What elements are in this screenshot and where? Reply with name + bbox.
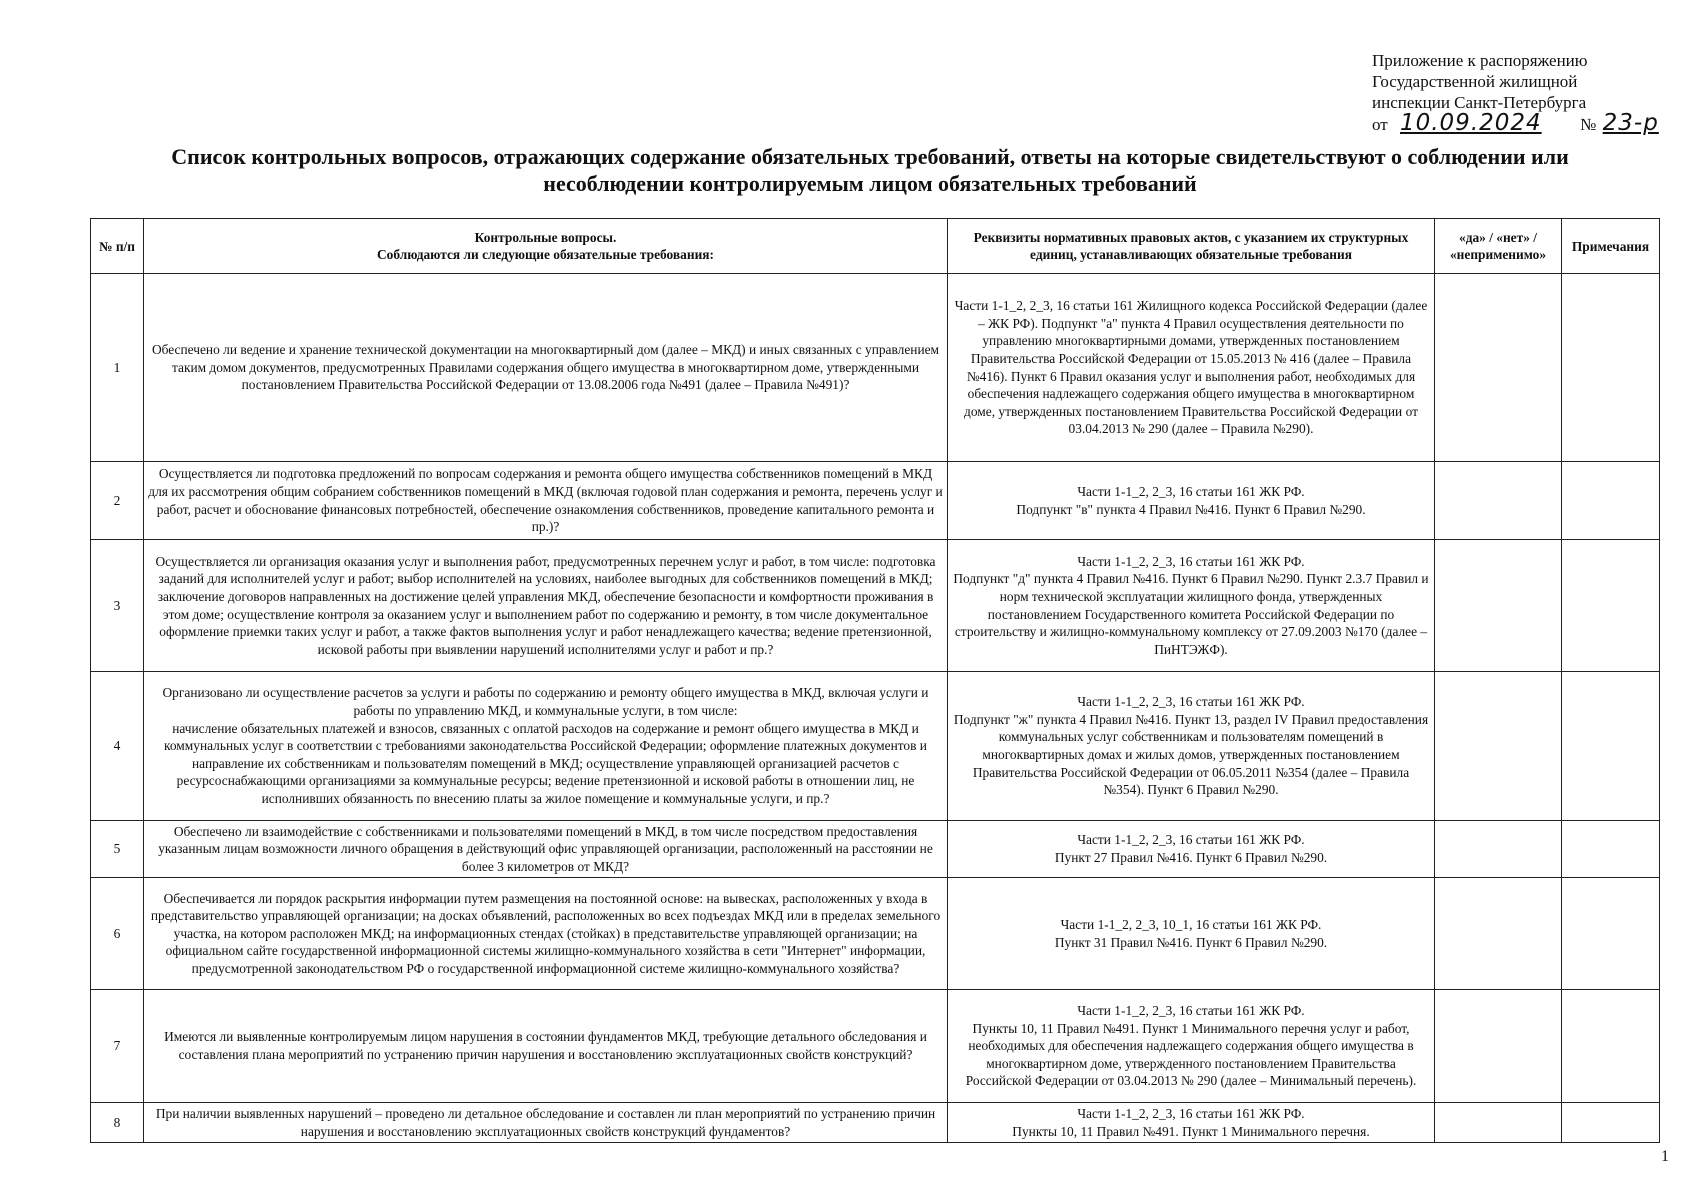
header-requisites: Реквизиты нормативных правовых актов, с указанием их структурных единиц, устанавливающих обязательные требования	[948, 219, 1435, 274]
row-requisites-line-1: Части 1-1_2, 2_3, 16 статьи 161 ЖК РФ.	[1077, 1105, 1305, 1121]
row-notes-cell[interactable]	[1562, 672, 1660, 821]
row-requisites-line-2: Пункт 27 Правил №416. Пункт 6 Правил №290.	[1054, 850, 1328, 865]
row-question: Обеспечено ли взаимодействие с собственниками и пользователями помещений в МКД, в том числе посредством предоставления указанным лицам возможности личного обращения в действующий офис управляющей организации, расположенный на расстоянии не более 3 километров от МКД?	[144, 821, 948, 878]
page-number: 1	[1661, 1148, 1669, 1165]
table-row	[91, 878, 1660, 990]
row-question: Обеспечено ли ведение и хранение технической документации на многоквартирный дом (далее – МКД) и иных связанных с управлением таким домом документов, предусмотренных Правилами содержания общего имущества в многоквартирном доме, утвержденными постановлением Правительства Российской Федерации от 13.08.2006 года №491 (далее – Правила №491)?	[144, 274, 948, 462]
header-question-line-2: Соблюдаются ли следующие обязательные требования:	[376, 247, 714, 262]
row-notes-cell[interactable]	[1562, 990, 1660, 1103]
row-answer-cell[interactable]	[1435, 274, 1562, 462]
row-requisites-line-1: Части 1-1_2, 2_3, 10_1, 16 статьи 161 ЖК РФ.	[1060, 916, 1322, 932]
row-requisites-line-2: Пункты 10, 11 Правил №491. Пункт 1 Минимального перечня услуг и работ, необходимых для обеспечения надлежащего содержания общего имущества в многоквартирном доме, утвержденного постановлением Правительства Российской Федерации от 03.04.2013 № 290 (далее – Минимальный перечень).	[965, 1020, 1417, 1089]
table-row	[91, 990, 1660, 1103]
row-question-line-2: начисление обязательных платежей и взносов, связанных с оплатой расходов на содержание и ремонт общего имущества в МКД и коммунальных услуг в соответствии с требованиями законодательства Российской Федерации; оформление платежных документов и направление их собственникам и пользователям помещений в МКД; осуществление управляющей организацией расчетов с ресурсоснабжающими организациями за коммунальные ресурсы; ведение претензионной и исковой работы в отношении лиц, не исполнивших обязанность по внесению платы за жилое помещение и коммунальные услуги, и пр.?	[164, 720, 927, 806]
row-requisites	[948, 821, 1435, 878]
row-question: Осуществляется ли организация оказания услуг и выполнения работ, предусмотренных перечнем услуг и работ, в том числе: подготовка заданий для исполнителей услуг и работ; выбор исполнителей на условиях, наиболее выгодных для собственников помещений в МКД; заключение договоров направленных на достижение целей управления МКД, обеспечение безопасности и комфортности проживания в этом доме; осуществление контроля за оказанием услуг и выполнением работ по содержанию и ремонту, в том числе документальное оформление приемки таких услуг и работ, а также фактов выполнения услуг и работ ненадлежащего качества; ведение претензионной, исковой работы при выявлении нарушений исполнителями услуг и работ и пр.?	[144, 540, 948, 672]
row-requisites	[948, 990, 1435, 1103]
row-number: 5	[91, 821, 144, 878]
table-row	[91, 274, 1660, 462]
page-title	[80, 143, 1660, 197]
appendix-line-3: инспекции Санкт-Петербурга	[1372, 93, 1587, 112]
row-requisites-line-2: Пункты 10, 11 Правил №491. Пункт 1 Минимального перечня.	[1012, 1123, 1370, 1139]
row-answer-cell[interactable]	[1435, 1103, 1562, 1143]
header-answer-line-1: «да» / «нет» /	[1459, 230, 1537, 245]
row-requisites	[948, 672, 1435, 821]
row-requisites: Части 1-1_2, 2_3, 16 статьи 161 Жилищного кодекса Российской Федерации (далее – ЖК РФ). Подпункт "а" пункта 4 Правил осуществления деятельности по управлению многоквартирными домами, утвержденных постановлением Правительства Российской Федерации от 15.05.2013 № 416 (далее – Правила №416). Пункт 6 Правил оказания услуг и выполнения работ, необходимых для обеспечения надлежащего содержания общего имущества в многоквартирном доме, утвержденных постановлением Правительства Российской Федерации от 03.04.2013 № 290 (далее – Правила №290).	[948, 274, 1435, 462]
table-row	[91, 672, 1660, 821]
row-number: 2	[91, 462, 144, 540]
row-requisites-line-2: Подпункт "д" пункта 4 Правил №416. Пункт 6 Правил №290. Пункт 2.3.7 Правил и норм технической эксплуатации жилищного фонда, утвержденных постановлением Государственного комитета Российской Федерации по строительству и жилищно-коммунальному комплексу от 27.09.2003 №170 (далее – ПиНТЭЖФ).	[953, 571, 1429, 657]
header-question-line-1: Контрольные вопросы.	[474, 230, 617, 245]
header-answer-line-2: «неприменимо»	[1449, 247, 1547, 262]
header-answer	[1435, 219, 1562, 274]
table-header-row	[91, 219, 1660, 274]
row-notes-cell[interactable]	[1562, 878, 1660, 990]
appendix-block	[1372, 50, 1672, 135]
row-notes-cell[interactable]	[1562, 1103, 1660, 1143]
row-number: 7	[91, 990, 144, 1103]
row-notes-cell[interactable]	[1562, 540, 1660, 672]
appendix-date-number-row	[1372, 110, 1672, 136]
row-question: При наличии выявленных нарушений – проведено ли детальное обследование и составлен ли план мероприятий по устранению причин нарушения и восстановлению эксплуатационных свойств конструкций фундаментов?	[144, 1103, 948, 1143]
table-row	[91, 1103, 1660, 1143]
checklist-table	[90, 218, 1660, 1143]
appendix-line-2: Государственной жилищной	[1372, 72, 1578, 91]
row-number: 1	[91, 274, 144, 462]
header-num: № п/п	[91, 219, 144, 274]
row-notes-cell[interactable]	[1562, 274, 1660, 462]
row-question: Осуществляется ли подготовка предложений по вопросам содержания и ремонта общего имущества собственников помещений в МКД для их рассмотрения общим собранием собственников помещений в МКД (включая годовой план содержания и ремонта, перечень услуг и работ, расчет и обоснование финансовых потребностей, обеспечение ознакомления собственников, проведение капитального ремонта и пр.)?	[144, 462, 948, 540]
header-notes: Примечания	[1562, 219, 1660, 274]
row-answer-cell[interactable]	[1435, 878, 1562, 990]
row-answer-cell[interactable]	[1435, 540, 1562, 672]
row-question-line-1: Организовано ли осуществление расчетов за услуги и работы по содержанию и ремонту общего имущества в МКД, включая услуги и работы по управлению МКД, и коммунальные услуги, в том числе:	[162, 685, 929, 719]
appendix-line-1: Приложение к распоряжению	[1372, 51, 1588, 70]
row-answer-cell[interactable]	[1435, 821, 1562, 878]
row-question: Имеются ли выявленные контролируемым лицом нарушения в состоянии фундаментов МКД, требующие детального обследования и составления плана мероприятий по устранению причин нарушения и восстановлению эксплуатационных свойств конструкций?	[144, 990, 948, 1103]
title-line-2: несоблюдении контролируемым лицом обязательных требований	[543, 171, 1197, 196]
row-answer-cell[interactable]	[1435, 990, 1562, 1103]
row-answer-cell[interactable]	[1435, 672, 1562, 821]
row-requisites-line-1: Части 1-1_2, 2_3, 16 статьи 161 ЖК РФ.	[1077, 694, 1305, 710]
row-notes-cell[interactable]	[1562, 462, 1660, 540]
number-label: №	[1580, 115, 1597, 134]
table-row	[91, 821, 1660, 878]
header-question	[144, 219, 948, 274]
handwritten-number: 23-р	[1602, 110, 1659, 136]
row-requisites-line-1: Части 1-1_2, 2_3, 16 статьи 161 ЖК РФ.	[1077, 1003, 1305, 1019]
row-requisites-line-2: Пункт 31 Правил №416. Пункт 6 Правил №290.	[1054, 934, 1328, 950]
row-answer-cell[interactable]	[1435, 462, 1562, 540]
row-requisites-line-2: Подпункт "в" пункта 4 Правил №416. Пункт 6 Правил №290.	[1016, 501, 1366, 517]
row-number: 3	[91, 540, 144, 672]
row-requisites-line-1: Части 1-1_2, 2_3, 16 статьи 161 ЖК РФ.	[1077, 483, 1305, 499]
row-question: Обеспечивается ли порядок раскрытия информации путем размещения на постоянной основе: на вывесках, расположенных у входа в представительство управляющей организации; на досках объявлений, расположенных во всех подъездах МКД или в пределах земельного участка, на котором расположен МКД; на информационных стендах (стойках) в представительстве управляющей организации; на официальном сайте государственной информационной системы жилищно-коммунального хозяйства в сети "Интернет" информации, предусмотренной законодательством РФ о государственной информационной системе жилищно-коммунального хозяйства?	[144, 878, 948, 990]
row-number: 8	[91, 1103, 144, 1143]
row-requisites	[948, 878, 1435, 990]
row-number: 6	[91, 878, 144, 990]
row-notes-cell[interactable]	[1562, 821, 1660, 878]
row-requisites-line-2: Подпункт "ж" пункта 4 Правил №416. Пункт 13, раздел IV Правил предоставления коммунальных услуг собственникам и пользователям помещений в многоквартирных домах и жилых домов, утвержденных постановлением Правительства Российской Федерации от 06.05.2011 №354 (далее – Правила №354). Пункт 6 Правил №290.	[953, 711, 1429, 798]
row-question	[144, 672, 948, 821]
title-line-1: Список контрольных вопросов, отражающих содержание обязательных требований, ответы на которые свидетельствуют о соблюдении или	[171, 144, 1569, 169]
from-label: от	[1372, 115, 1388, 134]
row-requisites	[948, 462, 1435, 540]
row-number: 4	[91, 672, 144, 821]
row-requisites-line-1: Части 1-1_2, 2_3, 16 статьи 161 ЖК РФ.	[1077, 832, 1305, 848]
handwritten-date: 10.09.2024	[1399, 110, 1542, 136]
table-row	[91, 462, 1660, 540]
row-requisites	[948, 1103, 1435, 1143]
row-requisites-line-1: Части 1-1_2, 2_3, 16 статьи 161 ЖК РФ.	[1077, 553, 1305, 569]
row-requisites	[948, 540, 1435, 672]
table-row	[91, 540, 1660, 672]
